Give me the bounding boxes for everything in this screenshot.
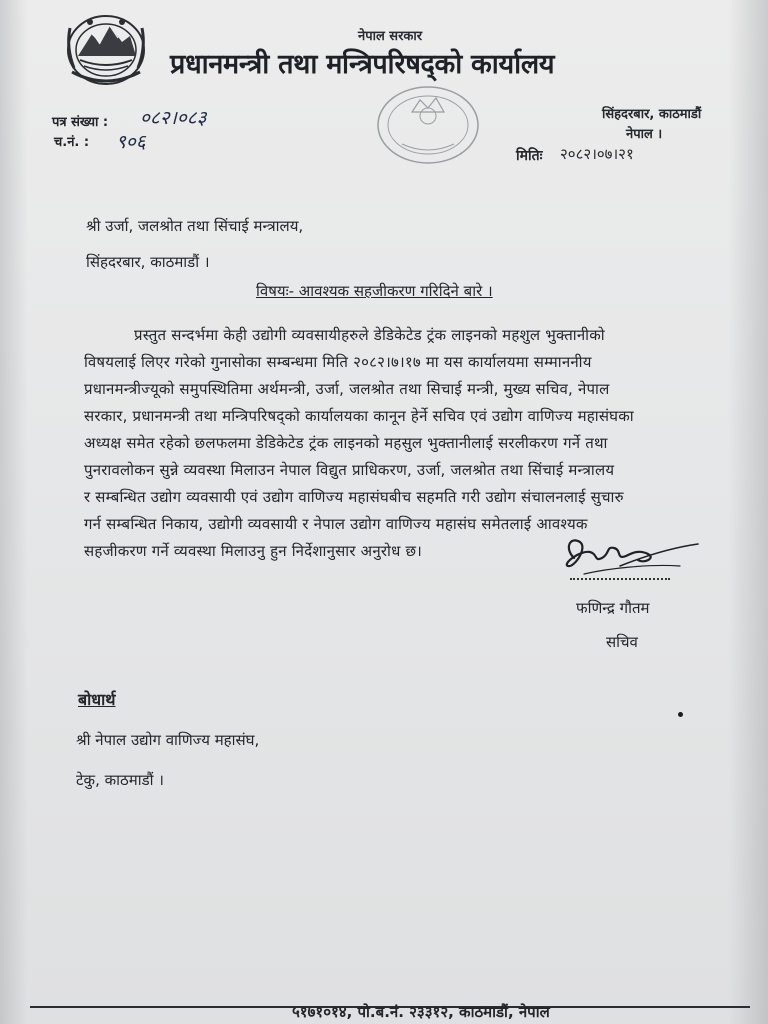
recipient-line-1: श्री उर्जा, जलश्रोत तथा सिंचाई मन्त्रालय, xyxy=(86,217,304,235)
date-value: २०८२।०७।२१ xyxy=(560,145,634,163)
bodharth-heading: बोधार्थ xyxy=(78,690,116,709)
date-label: मितिः xyxy=(516,148,543,164)
nepal-government-emblem-icon xyxy=(60,8,152,96)
chalani-number-label: च.नं. : xyxy=(54,135,90,150)
office-name-heading: प्रधानमन्त्री तथा मन्त्रिपरिषद्‌को कार्यालय xyxy=(170,49,555,80)
signatory-title: सचिव xyxy=(606,633,638,651)
office-country-line: नेपाल । xyxy=(626,127,663,142)
signatory-name: फणिन्द्र गौतम xyxy=(576,599,650,617)
recipient-line-2: सिंहदरबार, काठमाडौं । xyxy=(86,253,210,271)
patra-sankhya-label: पत्र संख्या : xyxy=(52,115,109,130)
office-seal-stamp-icon xyxy=(372,82,484,168)
page-shadow-left xyxy=(0,0,28,1024)
body-line-9: सहजीकरण गर्ने व्यवस्था मिलाउनु हुन निर्देशानुसार अनुरोध छ। xyxy=(84,542,423,560)
body-line-1: प्रस्तुत सन्दर्भमा केही उद्योगी व्यवसायीहरुले डेडिकेटेड ट्रंक लाइनको महशुल भुक्तानीको xyxy=(134,326,605,344)
body-line-7: र सम्बन्धित उद्योग व्यवसायी एवं उद्योग वाणिज्य महासंघबीच सहमति गरी उद्योग संचालनलाई सुचारु xyxy=(84,488,624,506)
ink-speck xyxy=(678,712,683,717)
body-line-2: विषयलाई लिएर गरेको गुनासोका सम्बन्धमा मिति २०८२।७।१७ मा यस कार्यालयमा सम्माननीय xyxy=(84,353,592,371)
body-line-3: प्रधानमन्त्रीज्यूको समुपस्थितिमा अर्थमन्त्री, उर्जा, जलश्रोत तथा सिचाई मन्त्री, मुख्य सचिव, नेपाल xyxy=(84,380,610,398)
government-name: नेपाल सरकार xyxy=(358,29,423,44)
page-shadow-right xyxy=(728,0,768,1024)
handwritten-signature xyxy=(560,528,700,580)
body-line-8: गर्न सम्बन्धित निकाय, उद्योगी व्यवसायी र नेपाल उद्योग वाणिज्य महासंघ समेतलाई आवश्यक xyxy=(84,515,588,533)
footer-contact: ५१७१०१४, पो.ब.नं. २३३१२, काठमाडौं, नेपाल xyxy=(292,1003,550,1021)
subject-line: विषयः- आवश्यक सहजीकरण गरिदिने बारे । xyxy=(256,282,493,300)
chalani-number-value: ९०६ xyxy=(116,131,146,153)
patra-sankhya-value: ०८२।०८३ xyxy=(140,107,207,129)
body-line-4: सरकार, प्रधानमन्त्री तथा मन्त्रिपरिषद्‌को कार्यालयका कानून हेर्ने सचिव एवं उद्योग वाणिज्य महासंघका xyxy=(84,407,634,425)
bodharth-line-1: श्री नेपाल उद्योग वाणिज्य महासंघ, xyxy=(76,731,260,749)
body-line-5: अध्यक्ष समेत रहेको छलफलमा डेडिकेटेड ट्रंक लाइनको महसुल भुक्तानीलाई सरलीकरण गर्ने तथा xyxy=(84,434,608,452)
office-address-line: सिंहदरबार, काठमाडौं xyxy=(602,107,702,122)
signature-dotted-line xyxy=(570,578,670,580)
bodharth-line-2: टेकु, काठमाडौं । xyxy=(76,771,164,789)
body-line-6: पुनरावलोकन सुन्ने व्यवस्था मिलाउन नेपाल विद्युत प्राधिकरण, उर्जा, जलश्रोत तथा सिंचाई मन्त्रालय xyxy=(84,461,615,479)
